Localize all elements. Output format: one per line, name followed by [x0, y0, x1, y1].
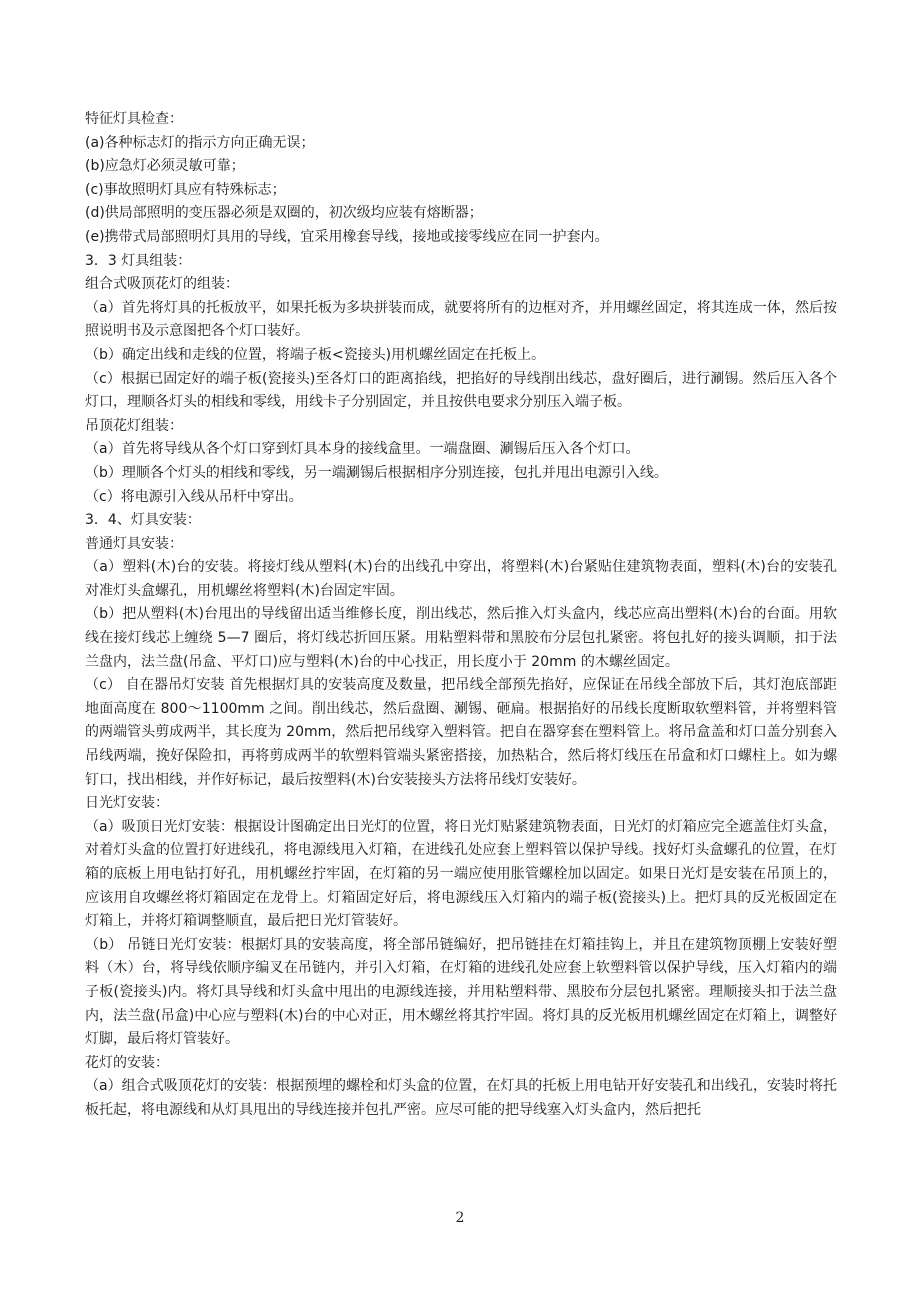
paragraph-line: (b)应急灯必须灵敏可靠； — [85, 158, 245, 175]
page-number: 2 — [455, 1210, 465, 1226]
paragraph-line: （c）将电源引入线从吊杆中穿出。 — [85, 488, 303, 505]
paragraph-line: (e)携带式局部照明灯具用的导线，宜采用橡套导线，接地或接零线应在同一护套内。 — [85, 228, 609, 245]
paragraph-line: 特征灯具检查： — [85, 111, 183, 127]
paragraph-line: （b） 吊链日光灯安装：根据灯具的安装高度，将全部吊链编好，把吊链挂在灯箱挂钩上，并且在建筑物顶棚上安装好塑料（木）台，将导线依顺序编叉在吊链内，并引入灯箱，在灯箱的进线孔处应套上软塑料管以保护导线，压入灯箱内的端子板(瓷接头)内。将灯具导线和灯头盒中甩出的电源线连接，并用粘塑料带、黑胶布分层包扎紧密。理顺接头扣于法兰盘内，法兰盘(吊盒)中心应与塑料(木)台的中心对正，用木螺丝将其拧牢固。将灯具的反光板用机螺丝固定在灯箱上，调整好灯脚，最后将灯管装好。 — [85, 936, 837, 1048]
paragraph-line: （a）首先将灯具的托板放平，如果托板为多块拼装而成，就要将所有的边框对齐，并用螺丝固定，将其连成一体，然后按照说明书及示意图把各个灯口装好。 — [85, 299, 837, 340]
paragraph-line: 花灯的安装： — [85, 1054, 169, 1071]
paragraph-line: （a）组合式吸顶花灯的安装：根据预埋的螺栓和灯头盒的位置，在灯具的托板上用电钻开好安装孔和出线孔，安装时将托板托起，将电源线和从灯具甩出的导线连接并包扎严密。应尽可能的把导线塞入灯头盒内，然后把托 — [85, 1078, 837, 1118]
paragraph-line: 普通灯具安装： — [85, 535, 183, 552]
paragraph-line: （c） 自在器吊灯安装 首先根据灯具的安装高度及数量，把吊线全部预先掐好，应保证在吊线全部放下后，其灯泡底部距地面高度在 800～1100mm 之间。削出线芯，然后盘圈、涮锡、砸扁。根据掐好的吊线长度断取软塑料管，并将塑料管的两端管头剪成两半，其长度为 20mm，然后把吊线穿入塑料管。把自在器穿套在塑料管上。将吊盒盖和灯口盖分别套入吊线两端，挽好保险扣，再将剪成两半的软塑料管端头紧密搭接，加热粘合，然后将灯线压在吊盒和灯口螺柱上。如为螺钉口，找出相线，并作好标记，最后按塑料(木)台安装接头方法将吊线灯安装好。 — [85, 677, 837, 788]
paragraph-line: （b）确定出线和走线的位置，将端子板<瓷接头)用机螺丝固定在托板上。 — [85, 346, 546, 363]
paragraph-line: (a)各种标志灯的指示方向正确无误； — [85, 134, 315, 151]
paragraph-line: （a）吸顶日光灯安装：根据设计图确定出日光灯的位置，将日光灯贴紧建筑物表面，日光灯的灯箱应完全遮盖住灯头盒，对着灯头盒的位置打好进线孔，将电源线甩入灯箱，在进线孔处应套上塑料管以保护导线。找好灯头盒螺孔的位置，在灯箱的底板上用电钻打好孔，用机螺丝拧牢固，在灯箱的另一端应使用胀管螺栓加以固定。如果日光灯是安装在吊顶上的，应该用自攻螺丝将灯箱固定在龙骨上。灯箱固定好后，将电源线压入灯箱内的端子板(瓷接头)上。把灯具的反光板固定在灯箱上，并将灯箱调整顺直，最后把日光灯管装好。 — [85, 818, 837, 930]
document-body — [85, 108, 837, 1123]
paragraph-line: (d)供局部照明的变压器必须是双圈的，初次级均应装有熔断器； — [85, 205, 483, 222]
paragraph-line: 组合式吸顶花灯的组装： — [85, 276, 239, 293]
paragraph-line: （a）塑料(木)台的安装。将接灯线从塑料(木)台的出线孔中穿出，将塑料(木)台紧贴住建筑物表面，塑料(木)台的安装孔对准灯头盒螺孔，用机螺丝将塑料(木)台固定牢固。 — [85, 559, 837, 599]
paragraph-line: 吊顶花灯组装： — [85, 417, 183, 434]
paragraph-line: （a）首先将导线从各个灯口穿到灯具本身的接线盒里。一端盘圈、涮锡后压入各个灯口。 — [85, 441, 640, 458]
paragraph-line: (c)事故照明灯具应有特殊标志； — [85, 181, 286, 198]
paragraph-line: （b）把从塑料(木)台甩出的导线留出适当维修长度，削出线芯，然后推入灯头盒内，线芯应高出塑料(木)台的台面。用软线在接灯线芯上缠绕 5—7 圈后，将灯线芯折回压紧。用粘塑料带和黑胶布分层包扎紧密。将包扎好的接头调顺，扣于法兰盘内，法兰盘(吊盒、平灯口)应与塑料(木)台的中心找正，用长度小于 20mm 的木螺丝固定。 — [85, 606, 837, 670]
paragraph-line: 3．4、灯具安装： — [85, 512, 201, 529]
paragraph-line: （c）根据已固定好的端子板(瓷接头)至各灯口的距离掐线，把掐好的导线削出线芯，盘好圈后，进行涮锡。然后压入各个灯口，理顺各灯头的相线和零线，用线卡子分别固定，并且按供电要求分别压入端子板。 — [85, 370, 837, 411]
paragraph-line: 3．3 灯具组装： — [85, 252, 192, 269]
paragraph-line: 日光灯安装： — [85, 795, 169, 812]
paragraph-line: （b）理顺各个灯头的相线和零线，另一端涮锡后根据相序分别连接，包扎并甩出电源引入线。 — [85, 464, 668, 481]
